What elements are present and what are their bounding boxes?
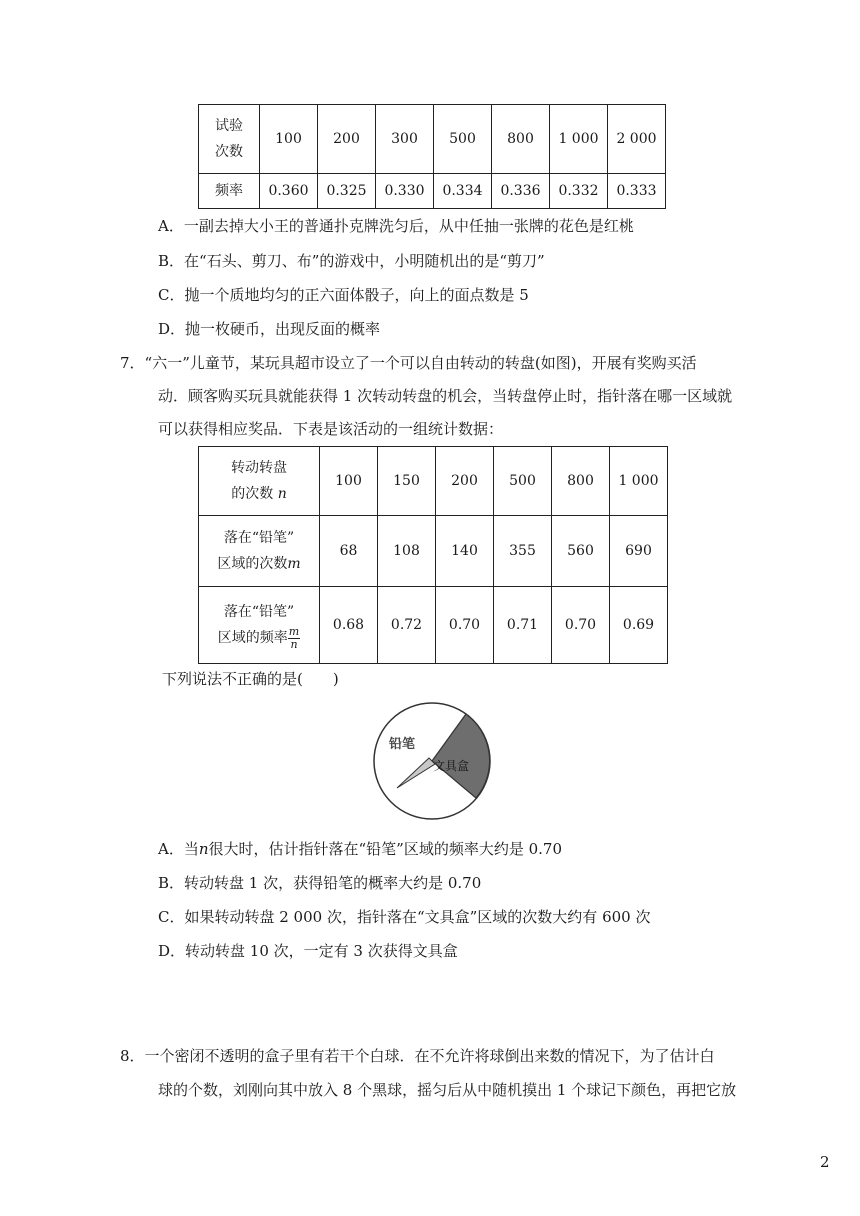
question-8-line2: 球的个数，刘刚向其中放入 8 个黑球，摇匀后从中随机摸出 1 个球记下颜色，再把它放	[158, 1081, 737, 1099]
table-cell: 0.334	[434, 174, 492, 209]
frequency-table-1	[198, 104, 666, 209]
fraction-numerator: m	[288, 624, 300, 638]
row-label-line2: 区域的次数	[217, 556, 288, 572]
table-cell: 108	[378, 516, 436, 587]
table-row	[199, 447, 668, 516]
pencil-label: 铅笔	[389, 736, 416, 751]
option-d: D．抛一枚硬币，出现反面的概率	[158, 320, 381, 338]
table-cell: 68	[320, 516, 378, 587]
option-c: C．如果转动转盘 2 000 次，指针落在“文具盒”区域的次数大约有 600 次	[158, 908, 651, 926]
table-cell: 800	[552, 447, 610, 516]
table-cell: 100	[320, 447, 378, 516]
table-header-cell	[199, 105, 260, 174]
fraction-m-over-n	[288, 626, 300, 651]
row-label-line1: 落在“铅笔”	[223, 530, 295, 546]
variable-n: n	[277, 486, 287, 502]
table-cell: 150	[378, 447, 436, 516]
option-d: D．转动转盘 10 次，一定有 3 次获得文具盒	[158, 942, 458, 960]
variable-m: m	[287, 556, 301, 572]
table-cell: 0.71	[494, 587, 552, 664]
row-label-line2: 区域的频率	[217, 630, 288, 646]
table-row	[199, 174, 666, 209]
table-cell: 0.69	[610, 587, 668, 664]
table-cell: 0.70	[552, 587, 610, 664]
table-header-cell	[199, 447, 320, 516]
table-cell: 140	[436, 516, 494, 587]
option-c: C．抛一个质地均匀的正六面体骰子，向上的面点数是 5	[158, 286, 529, 304]
row-label-line1: 落在“铅笔”	[223, 604, 295, 620]
table-cell: 1 000	[610, 447, 668, 516]
table-cell: 1 000	[550, 105, 608, 174]
table-header-cell: 频率	[199, 174, 260, 209]
header-label-line1: 试验	[215, 118, 243, 134]
option-a: A．一副去掉大小王的普通扑克牌洗匀后，从中任抽一张牌的花色是红桃	[158, 217, 634, 235]
table-cell: 0.72	[378, 587, 436, 664]
question-8-line1: 8．一个密闭不透明的盒子里有若干个白球．在不允许将球倒出来数的情况下，为了估计白	[120, 1047, 715, 1065]
table-cell: 560	[552, 516, 610, 587]
table-row	[199, 587, 668, 664]
table-header-cell	[199, 516, 320, 587]
table-row	[199, 516, 668, 587]
box-label: 文具盒	[433, 759, 470, 773]
table-cell: 0.70	[436, 587, 494, 664]
table-cell: 100	[260, 105, 318, 174]
table-cell: 800	[492, 105, 550, 174]
table-cell: 0.325	[318, 174, 376, 209]
option-b: B．转动转盘 1 次，获得铅笔的概率大约是 0.70	[158, 874, 482, 892]
question-7-line1: 7．“六一”儿童节，某玩具超市设立了一个可以自由转动的转盘(如图)，开展有奖购买活	[120, 354, 697, 372]
variable-n: n	[198, 840, 209, 858]
spinner-stats-table	[198, 446, 668, 664]
table-cell: 2 000	[608, 105, 666, 174]
table-cell: 500	[494, 447, 552, 516]
table-cell: 200	[436, 447, 494, 516]
table-cell: 300	[376, 105, 434, 174]
table-cell: 200	[318, 105, 376, 174]
option-a-pre: A．当	[158, 840, 199, 858]
table-row	[199, 105, 666, 174]
row-label-line2: 的次数	[231, 486, 274, 502]
option-a-post: 很大时，估计指针落在“铅笔”区域的频率大约是 0.70	[208, 840, 563, 858]
table-cell: 355	[494, 516, 552, 587]
table-header-cell	[199, 587, 320, 664]
question-7-prompt: 下列说法不正确的是( )	[162, 670, 339, 688]
header-label-line2: 次数	[215, 144, 243, 160]
option-a	[158, 838, 562, 859]
table-cell: 690	[610, 516, 668, 587]
table-cell: 0.333	[608, 174, 666, 209]
row-label-line1: 转动转盘	[231, 460, 287, 476]
table-cell: 0.336	[492, 174, 550, 209]
table-cell: 0.332	[550, 174, 608, 209]
question-7-line2: 动．顾客购买玩具就能获得 1 次转动转盘的机会，当转盘停止时，指针落在哪一区域就	[158, 387, 733, 405]
table-cell: 500	[434, 105, 492, 174]
table-cell: 0.68	[320, 587, 378, 664]
fraction-denominator: n	[290, 637, 298, 651]
option-b: B．在“石头、剪刀、布”的游戏中，小明随机出的是“剪刀”	[158, 252, 545, 270]
page-number: 2	[820, 1153, 830, 1171]
table-cell: 0.360	[260, 174, 318, 209]
question-7-line3: 可以获得相应奖品．下表是该活动的一组统计数据：	[158, 420, 504, 438]
spinner-diagram	[371, 700, 493, 822]
table-cell: 0.330	[376, 174, 434, 209]
